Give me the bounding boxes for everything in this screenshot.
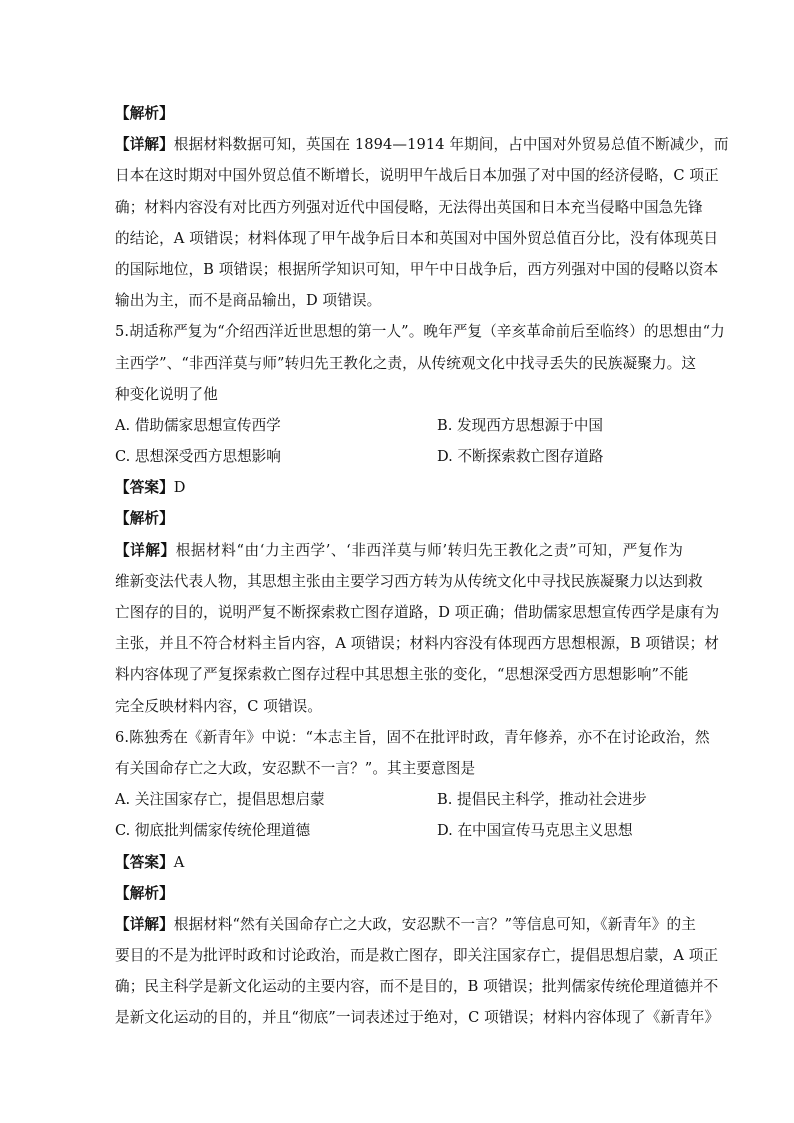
detail-line: 亡图存的目的，说明严复不断探索救亡图存道路，D 项正确；借助儒家思想宣传西学是康有为 bbox=[115, 604, 720, 621]
detail-line: 的国际地位，B 项错误；根据所学知识可知，甲午中日战争后，西方列强对中国的侵略以资本 bbox=[115, 260, 719, 278]
detail-line: 确；材料内容没有对比西方列强对近代中国侵略，无法得出英国和日本充当侵略中国急先锋 bbox=[115, 198, 703, 216]
question-5-stem: 5.胡适称严复为“介绍西洋近世思想的第一人”。晚年严复（辛亥革命前后至临终）的思想由“力 bbox=[115, 323, 725, 341]
option-b: B. 发现西方思想源于中国 bbox=[437, 416, 603, 434]
question-5-stem: 主西学”、“非西洋莫与师”转归先王教化之责，从传统观文化中找寻丢失的民族凝聚力。这 bbox=[115, 354, 697, 372]
detail-line: 【详解】根据材料“由‘力主西学’、‘非西洋莫与师’转归先王教化之责”可知，严复作为 bbox=[115, 541, 683, 559]
detail-label: 【详解】 bbox=[115, 136, 174, 154]
answer-label: 【答案】 bbox=[115, 479, 174, 497]
option-b: B. 提倡民主科学，推动社会进步 bbox=[437, 791, 647, 809]
answer-value: D bbox=[173, 479, 186, 497]
option-d: D. 不断探索救亡图存道路 bbox=[437, 448, 604, 466]
detail-line: 的结论，A 项错误；材料体现了甲午战争后日本和英国对中国外贸总值百分比，没有体现英日 bbox=[115, 229, 719, 247]
answer-value: A bbox=[173, 853, 185, 871]
option-d: D. 在中国宣传马克思主义思想 bbox=[437, 822, 633, 840]
answer-line bbox=[115, 847, 683, 878]
question-5-stem: 种变化说明了他 bbox=[115, 385, 218, 403]
analysis-label: 【解析】 bbox=[115, 105, 174, 122]
question-5-options-row bbox=[115, 441, 683, 472]
analysis-label: 【解析】 bbox=[115, 884, 174, 902]
detail-line: 是新文化运动的目的，并且“彻底”一词表述过于绝对，C 项错误；材料内容体现了《新青年》 bbox=[115, 1009, 720, 1027]
detail-line: 确；民主科学是新文化运动的主要内容，而不是目的，B 项错误；批判儒家传统伦理道德并不 bbox=[115, 978, 719, 996]
question-6-options-row bbox=[115, 784, 683, 815]
option-a: A. 关注国家存亡，提倡思想启蒙 bbox=[115, 791, 325, 809]
detail-label: 【详解】 bbox=[115, 541, 176, 559]
detail-label: 【详解】 bbox=[115, 915, 174, 933]
detail-line: 【详解】根据材料“然有关国命存亡之大政，安忍默不一言？”等信息可知，《新青年》的主 bbox=[115, 915, 696, 933]
detail-line: 完全反映材料内容，C 项错误。 bbox=[115, 697, 323, 715]
detail-line: 维新变法代表人物，其思想主张由主要学习西方转为从传统文化中寻找民族凝聚力以达到救 bbox=[115, 572, 703, 590]
option-c: C. 彻底批判儒家传统伦理道德 bbox=[115, 822, 311, 840]
question-6-stem: 有关国命存亡之大政，安忍默不一言？”。其主要意图是 bbox=[115, 759, 476, 777]
answer-line bbox=[115, 472, 683, 503]
detail-line: 输出为主，而不是商品输出，D 项错误。 bbox=[115, 292, 382, 310]
option-a: A. 借助儒家思想宣传西学 bbox=[115, 416, 281, 434]
detail-line: 【详解】根据材料数据可知，英国在 1894—1914 年期间，占中国对外贸易总值不断减少，而 bbox=[115, 136, 729, 154]
answer-label: 【答案】 bbox=[115, 853, 174, 871]
document-page bbox=[115, 98, 729, 1034]
question-5-options-row bbox=[115, 410, 683, 441]
analysis-label: 【解析】 bbox=[115, 510, 174, 528]
question-6-stem: 6.陈独秀在《新青年》中说：“本志主旨，固不在批评时政，青年修养，亦不在讨论政治，然 bbox=[115, 728, 710, 746]
detail-line: 料内容体现了严复探索救亡图存过程中其思想主张的变化，“思想深受西方思想影响”不能 bbox=[115, 666, 689, 684]
detail-line: 主张，并且不符合材料主旨内容，A 项错误；材料内容没有体现西方思想根源，B 项错误；材 bbox=[115, 635, 720, 653]
option-c: C. 思想深受西方思想影响 bbox=[115, 448, 281, 466]
question-6-options-row bbox=[115, 815, 683, 846]
detail-line: 日本在这时期对中国外贸总值不断增长，说明甲午战后日本加强了对中国的经济侵略，C 项正 bbox=[115, 167, 719, 185]
detail-line: 要目的不是为批评时政和讨论政治，而是救亡图存，即关注国家存亡，提倡思想启蒙，A 项正 bbox=[115, 947, 719, 965]
